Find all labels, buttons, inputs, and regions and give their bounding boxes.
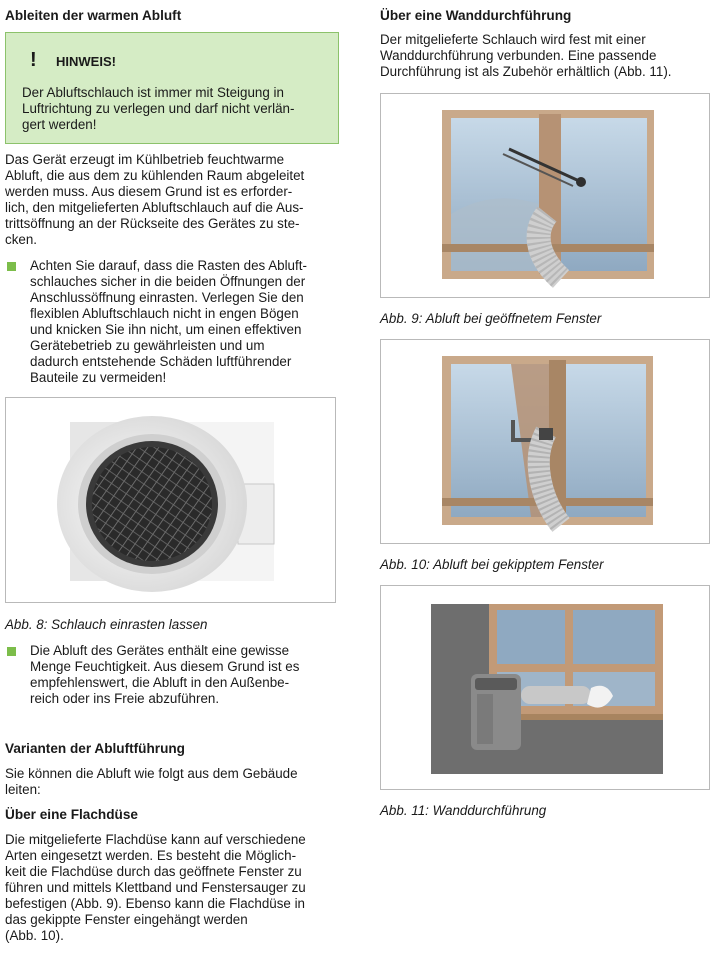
figure-11-frame [380, 585, 710, 790]
section-heading-varianten: Varianten der Abluftführung [5, 741, 185, 756]
note-text: Der Abluftschlauch ist immer mit Steigung in Luftrichtung zu verlegen und darf nicht verlän- gert werden! [22, 85, 295, 132]
section-heading-flachduese: Über eine Flachdüse [5, 807, 138, 822]
hose-connector-photo [6, 398, 336, 603]
bullet-icon [7, 262, 16, 271]
figure-9-frame [380, 93, 710, 298]
bullet-item-rasten: Achten Sie darauf, dass die Rasten des Abluft- schlauches sicher in die beiden Öffnungen der Anschlussöffnung einrasten. Verlegen Sie den flexiblen Abluftschlauch nicht in engen Bögen und knicken Sie ihn nicht, um einen effektiven Gerätebetrieb zu gewährleisten und um dadurch entstehende Schäden luftführender Bauteile zu vermeiden! [30, 258, 307, 385]
figure-9-caption: Abb. 9: Abluft bei geöffnetem Fenster [380, 311, 602, 326]
note-title: HINWEIS! [56, 54, 116, 69]
section-heading-abluft: Ableiten der warmen Abluft [5, 8, 182, 23]
bullet-item-feuchtigkeit: Die Abluft des Gerätes enthält eine gewisse Menge Feuchtigkeit. Aus diesem Grund ist es empfehlenswert, die Abluft in den Außenbe- reich oder ins Freie abzuführen. [30, 643, 300, 706]
section-heading-wanddurchfuehrung: Über eine Wanddurchführung [380, 8, 572, 23]
figure-10-frame [380, 339, 710, 544]
note-box [5, 32, 339, 144]
exclamation-icon: ! [30, 49, 37, 71]
paragraph-varianten: Sie können die Abluft wie folgt aus dem Gebäude leiten: [5, 766, 298, 797]
figure-8-frame [5, 397, 336, 603]
figure-11-caption: Abb. 11: Wanddurchführung [380, 803, 547, 818]
paragraph-intro: Das Gerät erzeugt im Kühlbetrieb feuchtwarme Abluft, die aus dem zu kühlenden Raum abgeleitet werden muss. Aus diesem Grund ist es erforder- lich, den mitgelieferten Abluftschlauch auf die Aus- trittsöffnung an der Rückseite des Gerätes zu ste- cken. [5, 152, 305, 247]
open-window-photo [381, 94, 710, 298]
figure-8-caption: Abb. 8: Schlauch einrasten lassen [5, 617, 208, 632]
wall-duct-photo [381, 586, 710, 790]
bullet-icon [7, 647, 16, 656]
tilted-window-photo [381, 340, 710, 544]
figure-10-caption: Abb. 10: Abluft bei gekipptem Fenster [380, 557, 604, 572]
paragraph-wanddurchfuehrung: Der mitgelieferte Schlauch wird fest mit einer Wanddurchführung verbunden. Eine passende Durchführung ist als Zubehör erhältlich (Abb. 11). [380, 32, 672, 79]
paragraph-flachduese: Die mitgelieferte Flachdüse kann auf verschiedene Arten eingesetzt werden. Es besteht die Möglich- keit die Flachdüse durch das geöffnete Fenster zu führen und mittels Klettband und Fenstersauger zu befestigen (Abb. 9). Ebenso kann die Flachdüse in das gekippte Fenster eingehängt werden (Abb. 10). [5, 832, 306, 943]
